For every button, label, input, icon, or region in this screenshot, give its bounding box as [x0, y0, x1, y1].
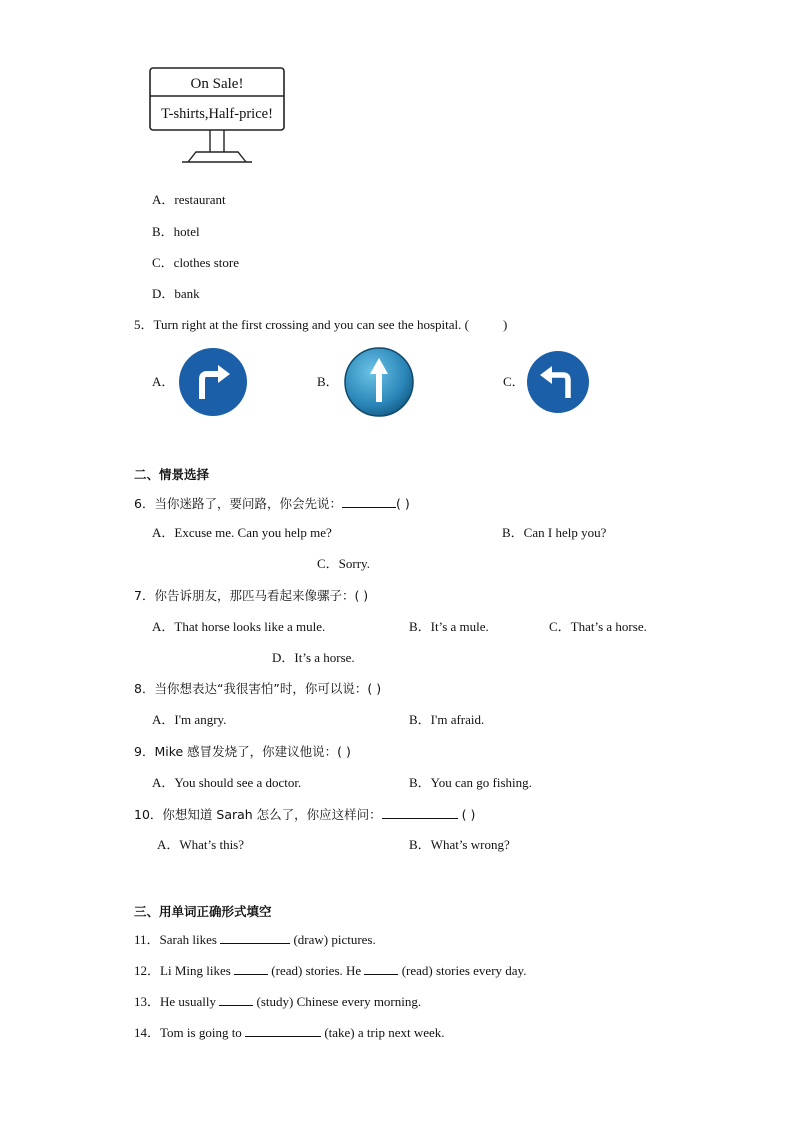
- q8-option-a: A．I'm angry.: [152, 712, 227, 727]
- on-sale-sign-image: [148, 66, 286, 164]
- straight-up-arrow-icon: [343, 346, 415, 418]
- sign-bottom-text: T-shirts,Half-price!: [161, 106, 273, 122]
- q5-option-c-label: C．: [503, 374, 525, 389]
- q8-option-b: B．I'm afraid.: [409, 712, 485, 727]
- q8-stem: 8．当你想表达“我很害怕”时，你可以说：( ): [134, 681, 382, 696]
- q6-option-a: A．Excuse me. Can you help me?: [152, 525, 332, 540]
- sign-top-text: On Sale!: [190, 76, 244, 92]
- q4-option-a: A．restaurant: [152, 192, 226, 207]
- q6-option-c: C．Sorry.: [317, 556, 370, 571]
- turn-right-arrow-icon: [178, 347, 248, 417]
- q7-option-a: A．That horse looks like a mule.: [152, 619, 326, 634]
- turn-left-arrow-icon: [526, 350, 590, 414]
- q9-option-b: B．You can go fishing.: [409, 775, 532, 790]
- q7-option-d: D．It’s a horse.: [272, 650, 355, 665]
- q4-option-c: C．clothes store: [152, 255, 240, 270]
- q9-stem: 9．Mike 感冒发烧了，你建议他说：( ): [134, 744, 351, 759]
- q7-option-c: C．That’s a horse.: [549, 619, 647, 634]
- q10-stem: 10．你想知道 Sarah 怎么了，你应这样问： ( ): [134, 807, 476, 822]
- q10-option-a: A．What’s this?: [157, 837, 245, 852]
- q5-option-b-label: B．: [317, 374, 339, 389]
- q4-option-b: B．hotel: [152, 224, 200, 239]
- q14-sentence: 14．Tom is going to (take) a trip next week.: [134, 1025, 445, 1040]
- q12-sentence: 12．Li Ming likes (read) stories. He (read) stories every day.: [134, 963, 527, 978]
- q6-option-b: B．Can I help you?: [502, 525, 607, 540]
- q14-blank[interactable]: [245, 1024, 321, 1037]
- q9-option-a: A．You should see a doctor.: [152, 775, 302, 790]
- q11-blank[interactable]: [220, 931, 290, 944]
- section-2-title: 二、情景选择: [134, 467, 210, 482]
- q4-option-d: D．bank: [152, 286, 200, 301]
- q7-stem: 7．你告诉朋友，那匹马看起来像骡子：( ): [134, 588, 369, 603]
- q7-option-b: B．It’s a mule.: [409, 619, 489, 634]
- q13-blank[interactable]: [219, 993, 253, 1006]
- q6-stem: 6．当你迷路了，要问路，你会先说： ( ): [134, 496, 410, 511]
- q5-option-a-label: A．: [152, 374, 175, 389]
- q5-stem: 5．Turn right at the first crossing and you can see the hospital. ( ): [134, 317, 508, 332]
- q13-sentence: 13．He usually (study) Chinese every morning.: [134, 994, 422, 1009]
- q11-sentence: 11．Sarah likes (draw) pictures.: [134, 932, 376, 947]
- section-3-title: 三、用单词正确形式填空: [134, 904, 272, 919]
- q12-blank-2[interactable]: [364, 962, 398, 975]
- q10-option-b: B．What’s wrong?: [409, 837, 510, 852]
- q12-blank-1[interactable]: [234, 962, 268, 975]
